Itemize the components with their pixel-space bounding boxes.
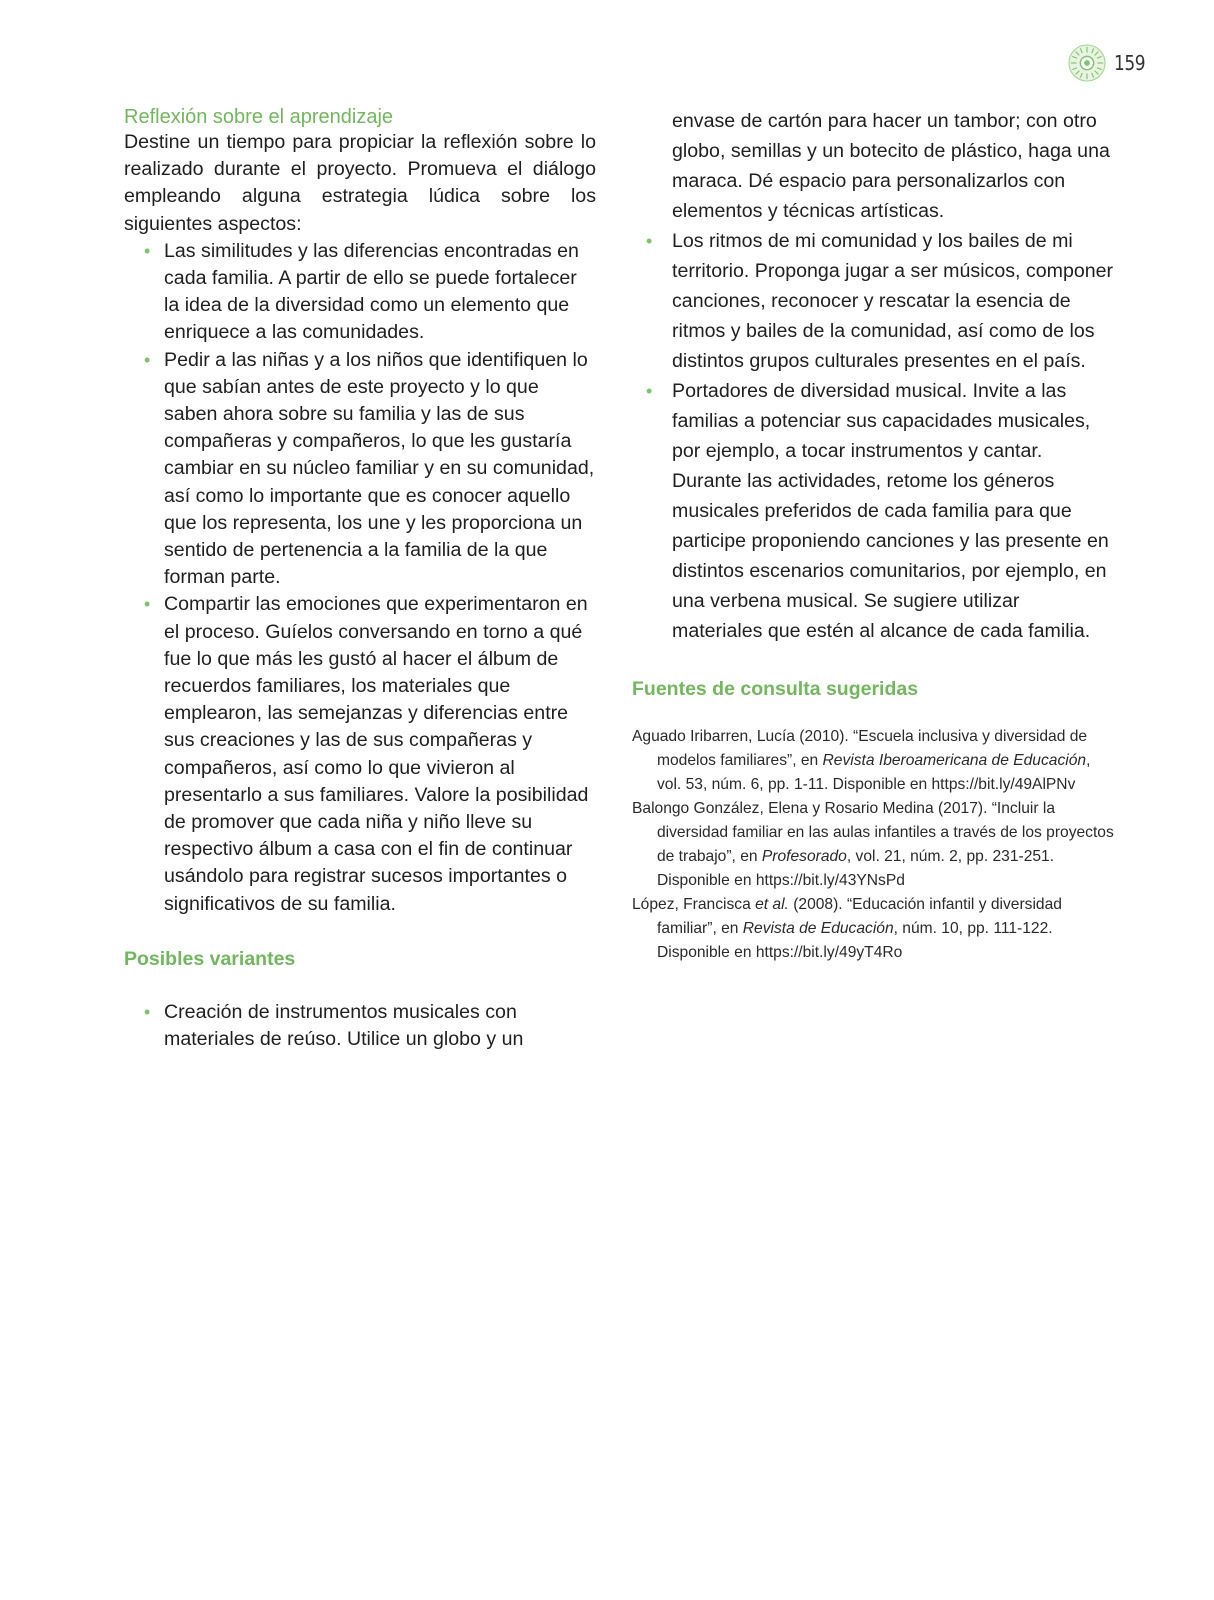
list-item-text: Los ritmos de mi comunidad y los bailes de mi territorio. Proponga jugar a ser músicos, componer canciones, reconocer y rescatar la esencia de ritmos y bailes de la comunidad, así como de los distintos grupos culturales presentes en el país.	[672, 230, 1114, 372]
heading-fuentes: Fuentes de consulta sugeridas	[632, 678, 919, 700]
variantes-list-continued	[632, 226, 1114, 646]
list-item	[632, 226, 1114, 376]
variant-continuation: envase de cartón para hacer un tambor; con otro globo, semillas y un botecito de plástico, haga una maraca. Dé espacio para personalizarlos con elementos y técnicas artísticas.	[672, 110, 1110, 222]
list-item-text: Pedir a las niñas y a los niños que identifiquen lo que sabían antes de este proyecto y lo que saben ahora sobre su familia y las de sus compañeras y compañeros, lo que les gustaría cambiar en su núcleo familiar y en su comunidad, así como lo importante que es conocer aquello que los representa, los une y les proporciona un sentido de pertenencia a la familia de la que forman parte.	[164, 348, 595, 589]
intro-paragraph: Destine un tiempo para propiciar la reflexión sobre lo realizado durante el proyecto. Promueva el diálogo empleando alguna estrategia lúdica sobre los siguientes aspectos:	[124, 131, 596, 235]
list-item-text: Las similitudes y las diferencias encontradas en cada familia. A partir de ello se puede fortalecer la idea de la diversidad como un elemento que enriquece a las comunidades.	[164, 239, 579, 344]
list-item	[124, 238, 596, 347]
right-column	[632, 106, 1114, 965]
list-item-text: Compartir las emociones que experimentaron en el proceso. Guíelos conversando en torno a qué fue lo que más les gustó al hacer el álbum de recuerdos familiares, los materiales que emplearon, las semejanzas y diferencias entre sus creaciones y las de sus compañeras y compañeros, así como lo que vivieron al presentarlo a sus familiares. Valore la posibilidad de promover que cada niña y niño lleve su respectivo álbum a casa con el fin de continuar usándolo para registrar sucesos importantes o significativos de su familia.	[164, 593, 589, 915]
reference-journal: Profesorado	[761, 848, 847, 865]
list-item	[124, 999, 596, 1053]
list-item-text: Portadores de diversidad musical. Invite a las familias a potenciar sus capacidades musicales, por ejemplo, a tocar instrumentos y cantar. Durante las actividades, retome los géneros musicales preferidos de cada familia para que participe proponiendo canciones y las presente en distintos escenarios comunitarios, por ejemplo, en una verbena musical. Se sugiere utilizar materiales que estén al alcance de cada familia.	[672, 380, 1109, 642]
page-number: 159	[1114, 51, 1146, 75]
reference-item	[632, 797, 1114, 893]
reference-text: Aguado Iribarren, Lucía (2010). “Escuela inclusiva y diversidad de modelos familiares”, en	[632, 728, 1088, 769]
reference-text: , vol. 21, núm. 2, pp. 231-251. Disponible en https://bit.ly/43YNsPd	[657, 848, 1055, 889]
list-item-text: Creación de instrumentos musicales con materiales de reúso. Utilice un globo y un	[164, 1000, 524, 1051]
reference-item	[632, 893, 1114, 965]
reference-text: (2008). “Educación infantil y diversidad familiar”, en	[657, 896, 1062, 937]
variantes-list	[124, 999, 596, 1053]
reference-text: Balongo González, Elena y Rosario Medina (2017). “Incluir la diversidad familiar en las aulas infantiles a través de los proyectos de trabajo”, en	[632, 800, 1114, 865]
list-item	[124, 591, 596, 917]
page-number-area	[1068, 44, 1151, 82]
sun-emblem-icon	[1068, 44, 1106, 82]
list-item	[124, 347, 596, 592]
bullet-dot-icon: •	[144, 1001, 151, 1022]
reference-text: , vol. 53, núm. 6, pp. 1-11. Disponible en https://bit.ly/49AlPNv	[657, 752, 1091, 793]
left-column	[124, 106, 596, 1053]
bullet-dot-icon: •	[144, 240, 151, 261]
reference-text: López, Francisca	[632, 896, 756, 913]
reference-journal: Revista Iberoamericana de Educación	[822, 752, 1087, 769]
reflexion-list	[124, 238, 596, 918]
bullet-dot-icon: •	[144, 349, 151, 370]
reference-item	[632, 725, 1114, 797]
reference-journal: Revista de Educación	[742, 920, 894, 937]
bullet-dot-icon: •	[144, 594, 151, 615]
heading-variantes: Posibles variantes	[124, 947, 296, 970]
heading-reflexion: Reflexión sobre el aprendizaje	[124, 106, 394, 128]
reference-text: , núm. 10, pp. 111-122. Disponible en https://bit.ly/49yT4Ro	[657, 920, 1053, 961]
references-list	[632, 725, 1114, 965]
reference-etal: et al.	[755, 896, 789, 913]
bullet-dot-icon: •	[646, 381, 653, 401]
bullet-dot-icon: •	[646, 231, 653, 251]
list-item	[632, 376, 1114, 646]
